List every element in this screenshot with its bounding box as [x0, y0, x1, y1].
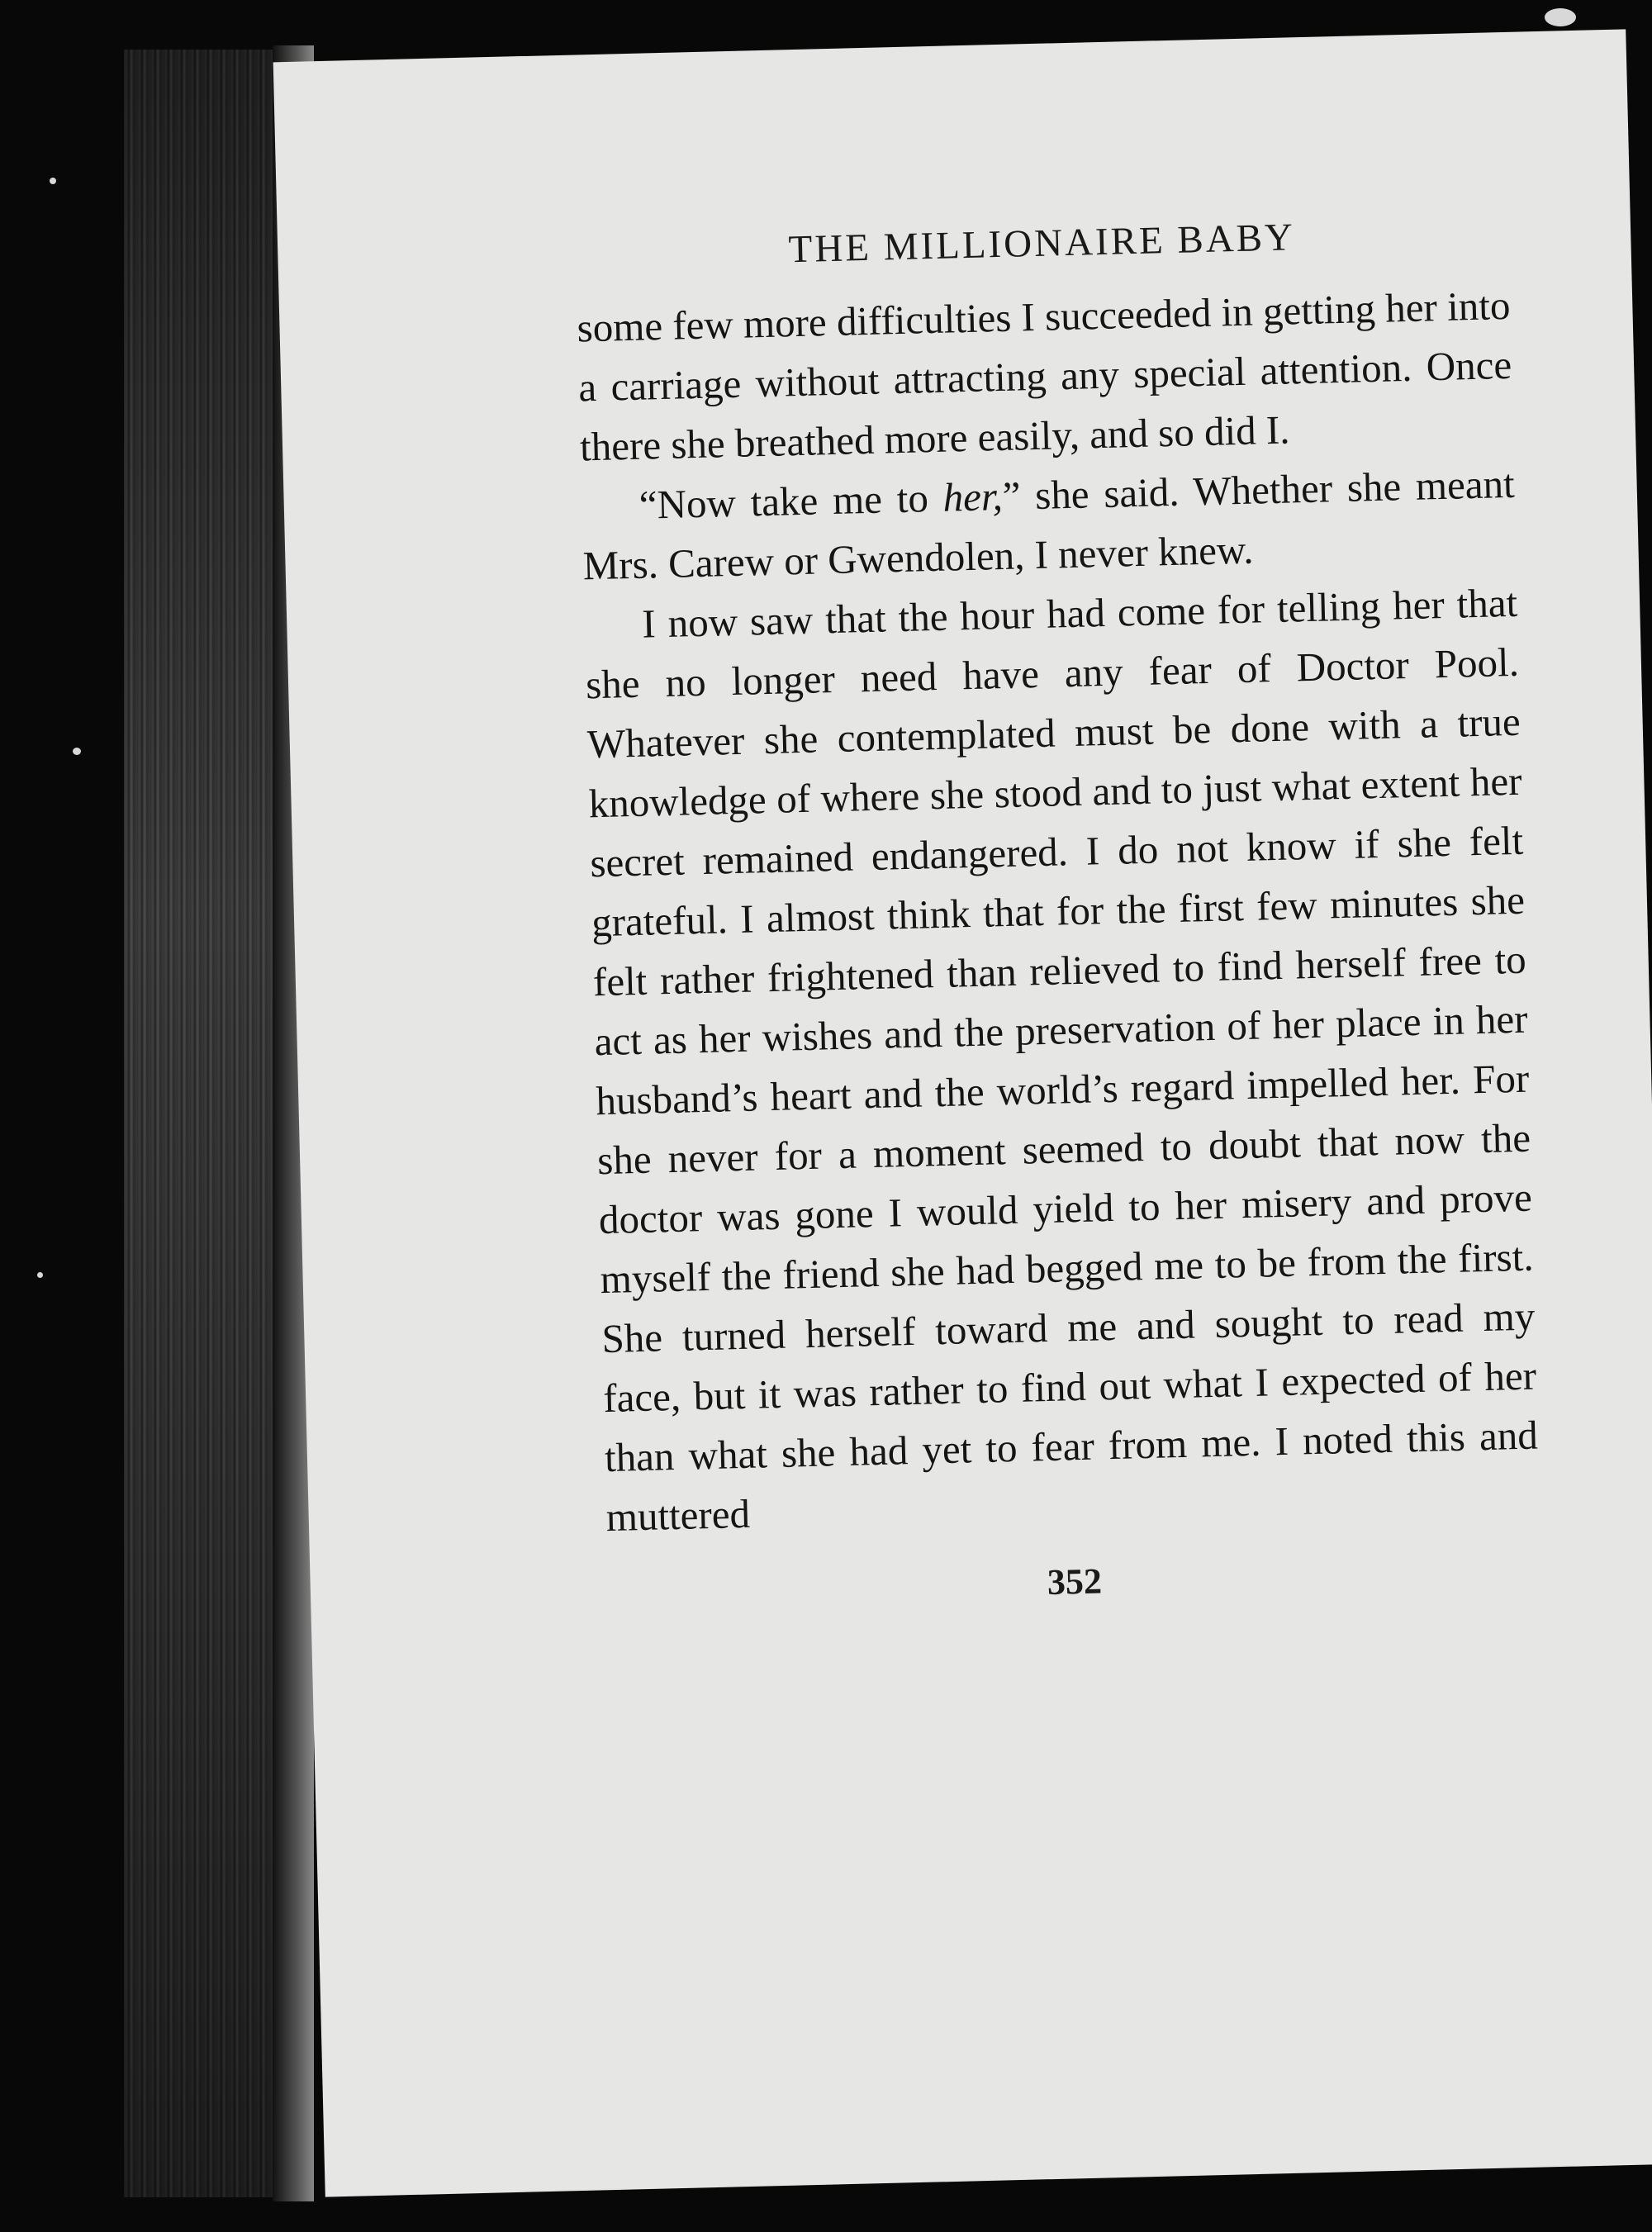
page-content: [575, 210, 1542, 1614]
paragraph-1: [577, 276, 1514, 477]
book-page: [273, 29, 1652, 2196]
scan-speck: [1545, 8, 1576, 26]
paragraph-3-text: I now saw that the hour had come for telling her that she no longer need have any fear of Doctor Pool. Whatever she contemplated must be done with a true knowledge of where she stood and to just what extent her secret remained endangered. I do not know if she felt grateful. I almost think that for the first few minutes she felt rather frightened than relieved to find herself free to act as her wishes and the preservation of her place in her husband’s heart and the world’s regard impelled her. For she never for a moment seemed to doubt that now the doctor was gone I would yield to her misery and prove myself the friend she had begged me to be from the first. She turned herself toward me and sought to read my face, but it was rather to find out what I expected of her than what she had yet to fear from me. I noted this and muttered: [585, 579, 1539, 1541]
running-head: THE MILLIONAIRE BABY: [788, 216, 1296, 272]
paragraph-1-text: some few more difficulties I succeeded in getting her into a carriage without attracting any special attention. Once there she breathed more easily, and so did I.: [576, 282, 1512, 470]
scan-speck: [37, 1272, 43, 1278]
paragraph-2: [581, 454, 1517, 596]
paragraph-2-italic: her,: [942, 473, 1004, 520]
scan-speck: [50, 178, 56, 184]
paragraph-3: [584, 573, 1540, 1547]
scan-speck: [73, 748, 81, 755]
body-text: [577, 276, 1540, 1547]
page-number: 352: [1047, 1560, 1103, 1603]
paragraph-2-text-a: “Now take me to: [638, 474, 944, 528]
paragraph-2-text-b: ” she said. Whether she meant Mrs. Carew or Gwendolen, I never knew.: [582, 460, 1516, 589]
